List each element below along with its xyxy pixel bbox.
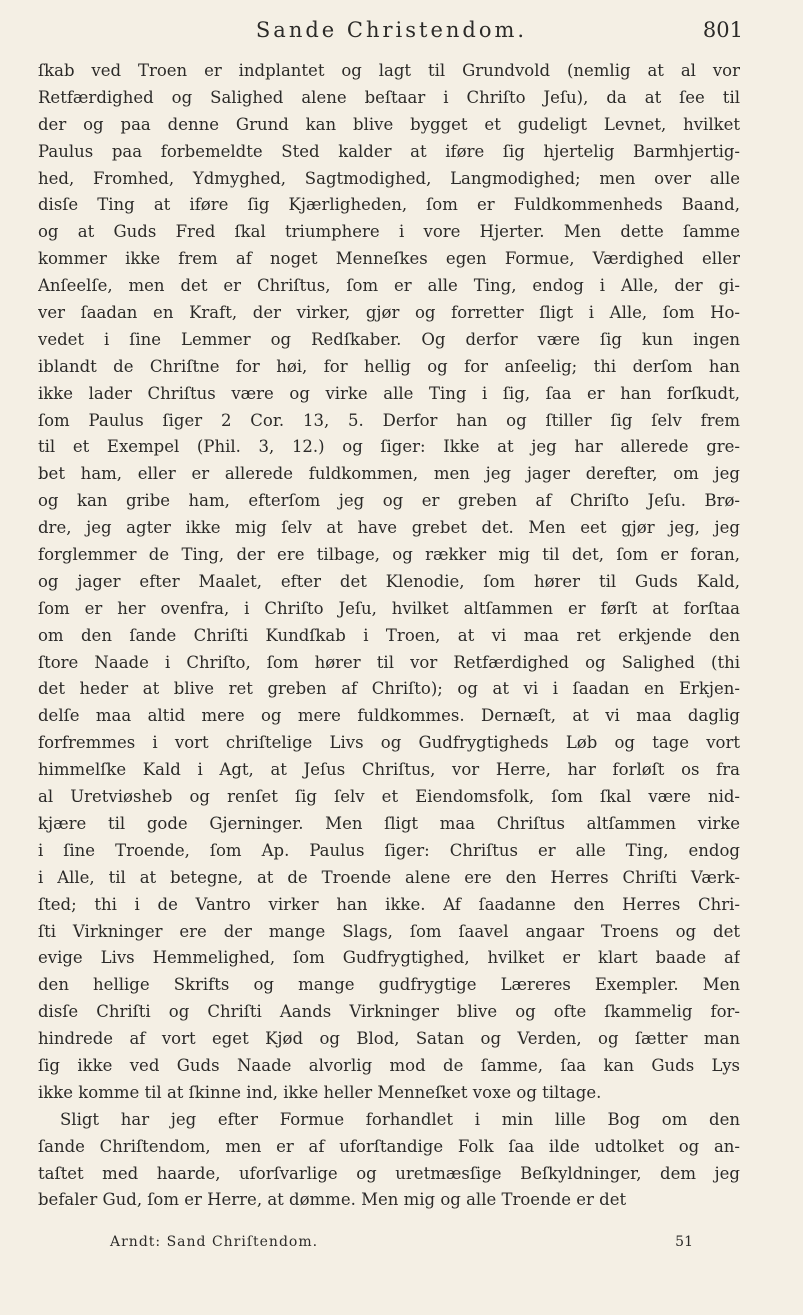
text-line: vedet i ſine Lemmer og Redſkaber. Og derfor være ſig kun ingen [38,329,740,349]
text-line: al Uretviøsheb og renſet ſig ſelv et Eiendomsfolk, ſom ſkal være nid- [38,787,740,807]
text-line: forfremmes i vort chriſtelige Livs og Gudfrygtigheds Løb og tage vort [38,733,740,753]
text-line: ſom er her ovenfra, i Chriſto Jeſu, hvilket altſammen er førſt at forſtaa [38,598,740,618]
text-line: der og paa denne Grund kan blive bygget et gudeligt Levnet, hvilket [38,114,740,134]
text-line: om den ſande Chriſti Kundſkab i Troen, at vi maa ret erkjende den [38,625,740,645]
text-line: himmelſke Kald i Agt, at Jeſus Chriſtus, vor Herre, har forløſt os fra [38,760,740,780]
text-line: ſig ikke ved Guds Naade alvorlig mod de ſamme, ſaa kan Guds Lys [38,1055,740,1075]
text-line: ſande Chriſtendom, men er af uforſtandige Folk ſaa ilde udtolket og an- [38,1136,740,1156]
text-line: ſom Paulus ſiger 2 Cor. 13, 5. Derfor han og ſtiller ſig ſelv frem [38,410,740,430]
signature-mark: Arndt: Sand Chriſtendom. [110,1234,319,1250]
text-line: i Alle, til at betegne, at de Troende alene ere den Herres Chriſti Værk- [38,867,740,887]
text-line: evige Livs Hemmelighed, ſom Gudfrygtighed, hvilket er klart baade af [38,948,740,968]
text-line: og jager efter Maalet, efter det Klenodie, ſom hører til Guds Kald, [38,571,740,591]
page-footer [110,1234,693,1254]
running-title: Sande Christendom. [255,18,528,42]
text-line: taſtet med haarde, uforſvarlige og uretmæsſige Beſkyldninger, dem jeg [38,1163,740,1183]
text-line: iblandt de Chriſtne for høi, for hellig og for anſeelig; thi derſom han [38,356,740,376]
text-line: ver ſaadan en Kraft, der virker, gjør og forretter ſligt i Alle, ſom Ho- [38,303,740,323]
text-line: ſtore Naade i Chriſto, ſom hører til vor Retfærdighed og Salighed (thi [38,652,740,672]
text-line: disſe Chriſti og Chriſti Aands Virkninger blive og ofte ſkammelig for- [38,1002,740,1022]
text-line: og at Guds Fred ſkal triumphere i vore Hjerter. Men dette ſamme [38,222,740,242]
text-line: kommer ikke frem af noget Menneſkes egen Formue, Værdighed eller [38,249,740,269]
text-line: og kan gribe ham, efterſom jeg og er greben af Chriſto Jeſu. Brø- [38,491,740,511]
text-line: Anſeelſe, men det er Chriſtus, ſom er alle Ting, endog i Alle, der gi- [38,276,740,296]
text-line: det heder at blive ret greben af Chriſto); og at vi i ſaadan en Erkjen- [38,679,740,699]
text-line: Paulus paa forbemeldte Sted kalder at iføre ſig hjertelig Barmhjertig- [38,141,740,161]
text-line: Retfærdighed og Salighed alene beſtaar i Chriſto Jeſu), da at ſee til [38,87,740,107]
text-line: hindrede af vort eget Kjød og Blod, Satan og Verden, og ſætter man [38,1029,740,1049]
text-line: kjære til gode Gjerninger. Men ſligt maa Chriſtus altſammen virke [38,813,740,833]
body-text [38,58,740,1214]
text-line: forglemmer de Ting, der ere tilbage, og rækker mig til det, ſom er foran, [38,545,740,565]
text-line: befaler Gud, ſom er Herre, at dømme. Men mig og alle Troende er det [38,1190,627,1210]
text-line: den hellige Skrifts og mange gudfrygtige Læreres Exempler. Men [38,975,740,995]
page-number: 801 [702,18,743,42]
text-line: til et Exempel (Phil. 3, 12.) og ſiger: Ikke at jeg har allerede gre- [38,437,740,457]
text-line: dre, jeg agter ikke mig ſelv at have grebet det. Men eet gjør jeg, jeg [38,518,740,538]
text-line: ſkab ved Troen er indplantet og lagt til Grundvold (nemlig at al vor [38,61,740,80]
sheet-number: 51 [675,1234,693,1250]
text-line: i ſine Troende, ſom Ap. Paulus ſiger: Chriſtus er alle Ting, endog [38,840,740,860]
text-line: bet ham, eller er allerede fuldkommen, men jeg jager derefter, om jeg [38,464,740,484]
text-line: ſted; thi i de Vantro virker han ikke. Af ſaadanne den Herres Chri- [38,894,740,914]
text-line: ikke lader Chriſtus være og virke alle Ting i ſig, ſaa er han forſkudt, [38,383,740,403]
running-header [40,18,743,48]
text-line: ſti Virkninger ere der mange Slags, ſom ſaavel angaar Troens og det [38,921,740,941]
text-line: disſe Ting at iføre ſig Kjærligheden, ſom er Fuldkommenheds Baand, [38,195,740,215]
text-line: delſe maa altid mere og mere fuldkommes. Dernæſt, at vi maa daglig [38,706,740,726]
text-line: ikke komme til at ſkinne ind, ikke heller Menneſket voxe og tiltage. [38,1082,602,1102]
text-line: hed, Fromhed, Ydmyghed, Sagtmodighed, Langmodighed; men over alle [38,168,740,188]
text-line: Sligt har jeg efter Formue forhandlet i min lille Bog om den [60,1109,740,1129]
